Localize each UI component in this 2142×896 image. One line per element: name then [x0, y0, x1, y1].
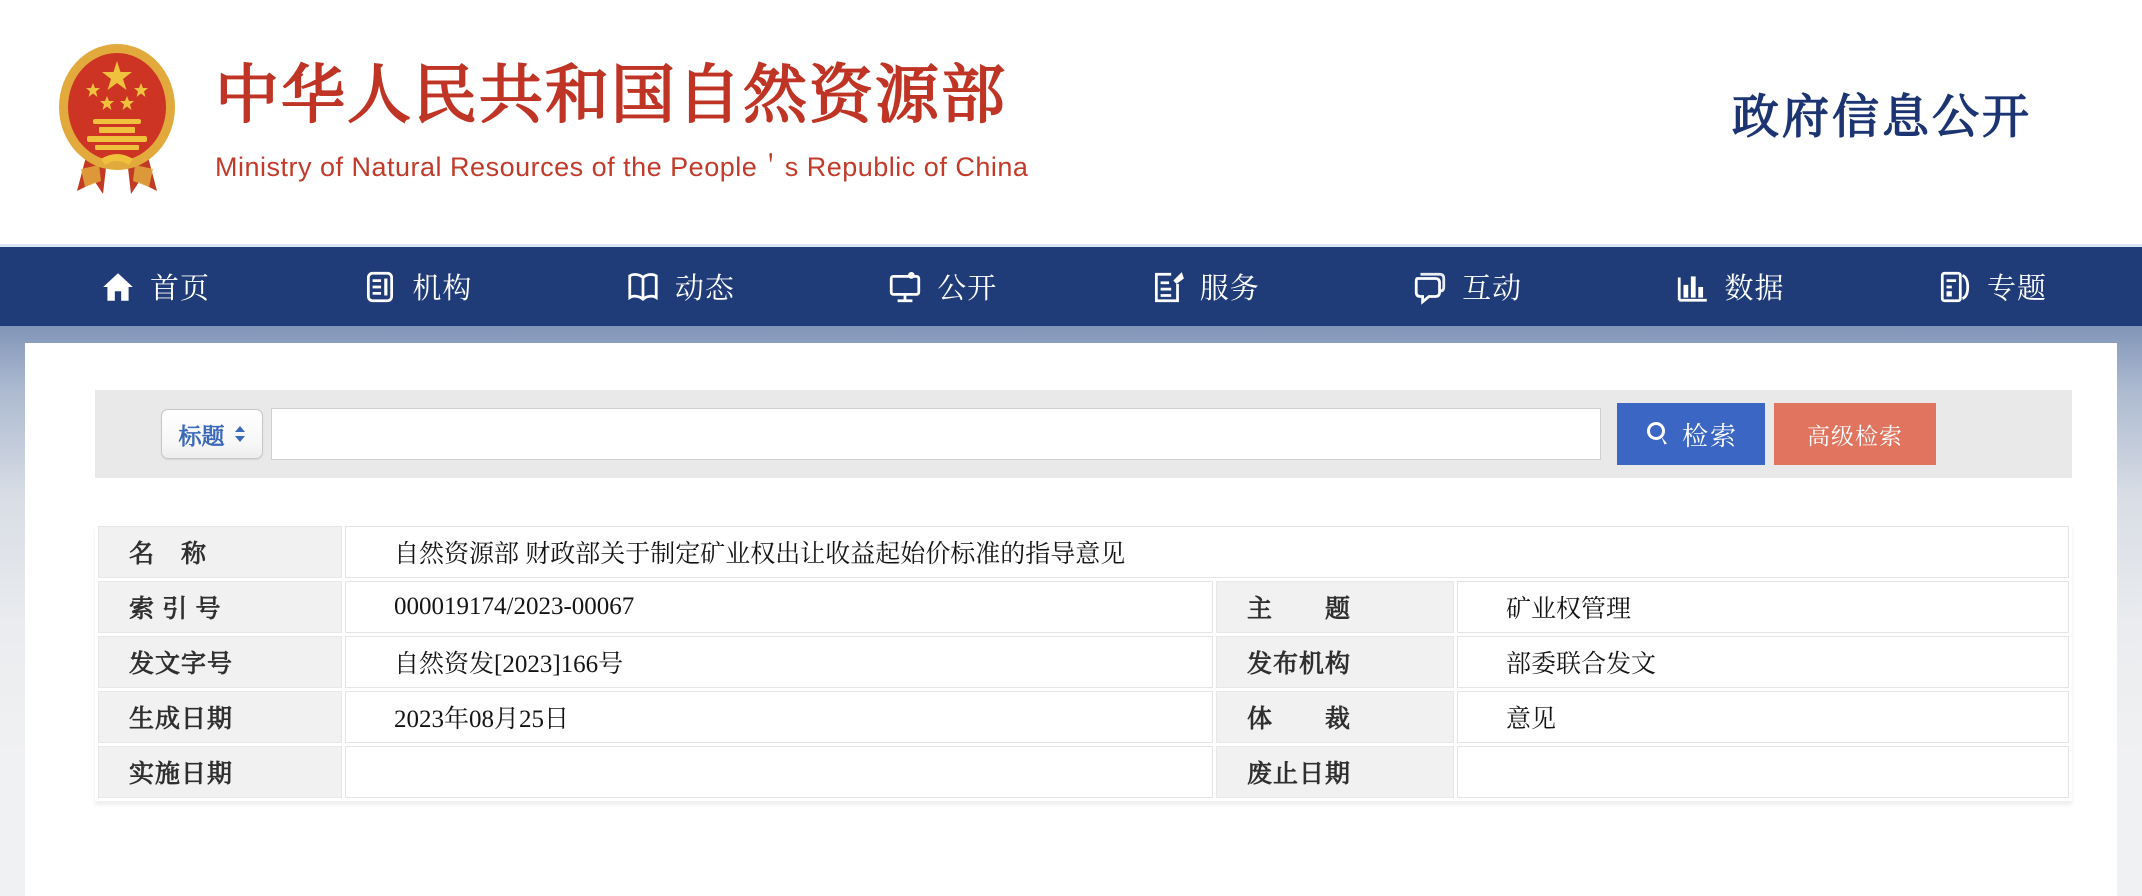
advanced-search-label: 高级检索 — [1807, 422, 1903, 449]
table-row-index-topic — [98, 581, 2069, 633]
content-background — [0, 326, 2142, 896]
national-emblem-icon — [55, 41, 179, 203]
main-panel — [25, 343, 2117, 896]
home-icon — [100, 269, 136, 305]
nav-label: 首页 — [150, 273, 211, 305]
nav-item-interact[interactable] — [1412, 266, 1522, 307]
nav-item-special[interactable] — [1937, 266, 2047, 307]
implementation-date-label: 实施日期 — [98, 746, 342, 798]
nav-label: 服务 — [1199, 273, 1260, 305]
main-nav — [0, 244, 2142, 326]
generated-date-value: 2023年08月25日 — [345, 691, 1213, 743]
topic-value: 矿业权管理 — [1457, 581, 2069, 633]
issuing-agency-label: 发布机构 — [1216, 636, 1454, 688]
nav-item-service[interactable] — [1150, 266, 1260, 307]
advanced-search-button[interactable] — [1774, 403, 1936, 465]
service-icon — [1150, 269, 1186, 305]
name-label: 名 称 — [98, 526, 342, 578]
genre-value: 意见 — [1457, 691, 2069, 743]
document-meta-table-wrap — [95, 523, 2072, 801]
generated-date-label: 生成日期 — [98, 691, 342, 743]
index-number-value: 000019174/2023-00067 — [345, 581, 1213, 633]
special-icon — [1937, 269, 1973, 305]
news-icon — [625, 269, 661, 305]
name-value: 自然资源部 财政部关于制定矿业权出让收益起始价标准的指导意见 — [345, 526, 2069, 578]
site-title: 中华人民共和国自然资源部 — [215, 59, 1007, 132]
nav-label: 专题 — [1986, 273, 2047, 305]
search-button-label: 检索 — [1681, 420, 1738, 451]
site-subtitle: Ministry of Natural Resources of the People＇s Republic of China — [215, 151, 1029, 182]
search-input[interactable] — [271, 408, 1601, 460]
select-spinner-icon — [234, 425, 246, 443]
nav-item-disclosure[interactable] — [887, 266, 997, 307]
nav-item-data[interactable] — [1675, 266, 1785, 307]
nav-label: 互动 — [1462, 273, 1523, 305]
issuing-agency-value: 部委联合发文 — [1457, 636, 2069, 688]
nav-label: 机构 — [412, 273, 473, 305]
implementation-date-value — [345, 746, 1213, 798]
index-number-label: 索 引 号 — [98, 581, 342, 633]
nav-item-news[interactable] — [625, 266, 735, 307]
title-block — [215, 60, 1028, 183]
nav-item-home[interactable] — [100, 266, 210, 307]
search-field-select[interactable] — [161, 409, 263, 459]
nav-label: 数据 — [1724, 273, 1785, 305]
data-icon — [1675, 269, 1711, 305]
topic-label: 主 题 — [1216, 581, 1454, 633]
nav-label: 公开 — [937, 273, 998, 305]
nav-item-org[interactable] — [362, 266, 472, 307]
site-header — [0, 0, 2142, 244]
search-button[interactable] — [1617, 403, 1765, 465]
interact-icon — [1412, 269, 1448, 305]
search-bar — [95, 390, 2072, 478]
table-row-impl-repeal — [98, 746, 2069, 798]
doc-number-label: 发文字号 — [98, 636, 342, 688]
table-row-docnum-agency — [98, 636, 2069, 688]
repeal-date-value — [1457, 746, 2069, 798]
repeal-date-label: 废止日期 — [1216, 746, 1454, 798]
org-icon — [362, 269, 398, 305]
genre-label: 体 裁 — [1216, 691, 1454, 743]
document-meta-table — [95, 523, 2072, 801]
table-row-name — [98, 526, 2069, 578]
disclosure-icon — [887, 269, 923, 305]
table-row-date-genre — [98, 691, 2069, 743]
search-field-select-value: 标题 — [178, 422, 225, 449]
magnifier-icon — [1644, 420, 1672, 448]
doc-number-value: 自然资发[2023]166号 — [345, 636, 1213, 688]
nav-label: 动态 — [674, 273, 735, 305]
gov-info-disclosure-title: 政府信息公开 — [1732, 91, 2032, 144]
